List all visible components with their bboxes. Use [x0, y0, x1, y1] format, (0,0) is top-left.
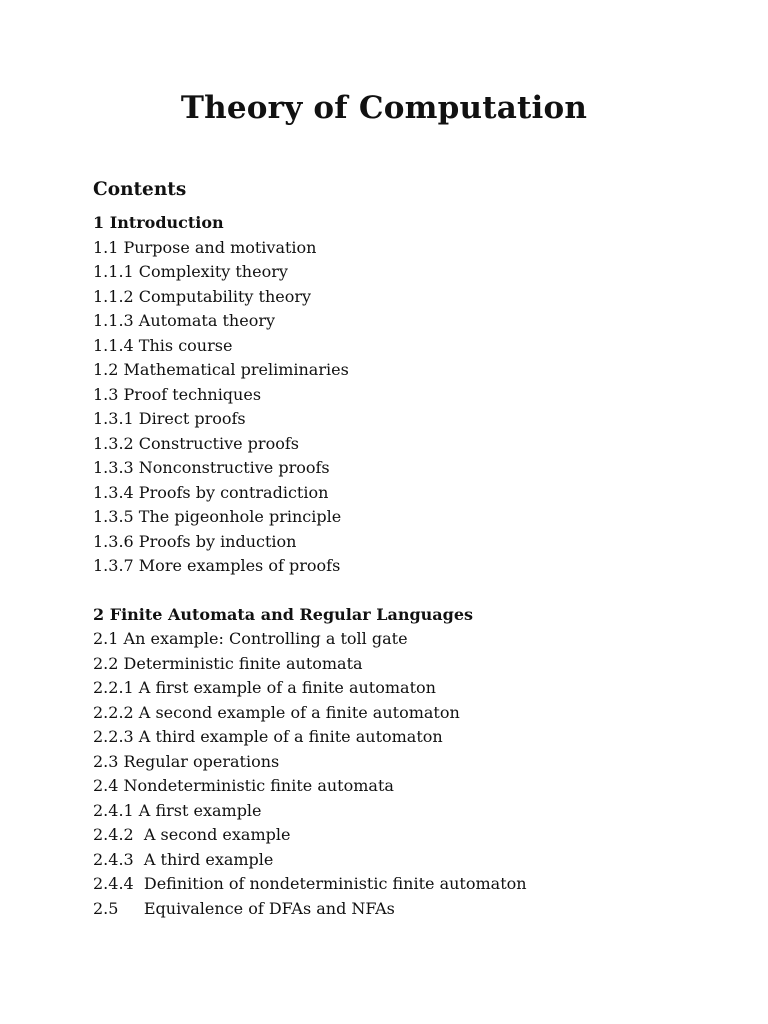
toc-entry: 2.2.2 A second example of a finite automaton [93, 702, 460, 722]
contents-heading: Contents [93, 179, 187, 200]
toc-entry: 1.3.2 Constructive proofs [93, 433, 299, 453]
toc-entry: 1.2 Mathematical preliminaries [93, 360, 349, 379]
toc-entry: 1.1 Purpose and motivation [93, 237, 317, 257]
toc-entry: 2.2.3 A third example of a finite automaton [93, 727, 443, 746]
toc-entry: 1.3.1 Direct proofs [93, 409, 246, 428]
toc-entry: 1.1.2 Computability theory [93, 286, 312, 306]
toc-entry: 2.5 Equivalence of DFAs and NFAs [93, 898, 395, 918]
toc-entry: 1.3.7 More examples of proofs [93, 556, 341, 575]
toc-entry: 2.2 Deterministic finite automata [93, 653, 363, 673]
toc-entry: 1.3 Proof techniques [93, 384, 262, 404]
toc-entry: 1.3.5 The pigeonhole principle [93, 507, 342, 526]
table-of-contents [93, 211, 733, 921]
toc-chapter: 1 Introduction [93, 213, 224, 232]
toc-entry: 1.3.3 Nonconstructive proofs [93, 458, 330, 477]
toc-entry: 2.4.1 A first example [93, 800, 262, 820]
toc-entry: 2.4.2 A second example [93, 825, 291, 844]
toc-entry: 2.1 An example: Controlling a toll gate [93, 629, 408, 648]
toc-entry: 1.3.6 Proofs by induction [93, 531, 297, 551]
toc-entry: 1.1.4 This course [93, 335, 233, 355]
document-title: Theory of Computation [180, 90, 588, 126]
toc-entry: 1.1.3 Automata theory [93, 311, 276, 330]
toc-entry: 2.3 Regular operations [93, 751, 280, 771]
toc-entry: 2.4.4 Definition of nondeterministic finite automaton [93, 874, 527, 893]
toc-entry: 2.4 Nondeterministic finite automata [93, 776, 394, 795]
toc-entry: 1.1.1 Complexity theory [93, 262, 288, 281]
toc-entry: 2.2.1 A first example of a finite automaton [93, 678, 436, 697]
toc-chapter: 2 Finite Automata and Regular Languages [93, 604, 474, 624]
toc-entry: 1.3.4 Proofs by contradiction [93, 482, 329, 502]
toc-entry: 2.4.3 A third example [93, 849, 274, 869]
